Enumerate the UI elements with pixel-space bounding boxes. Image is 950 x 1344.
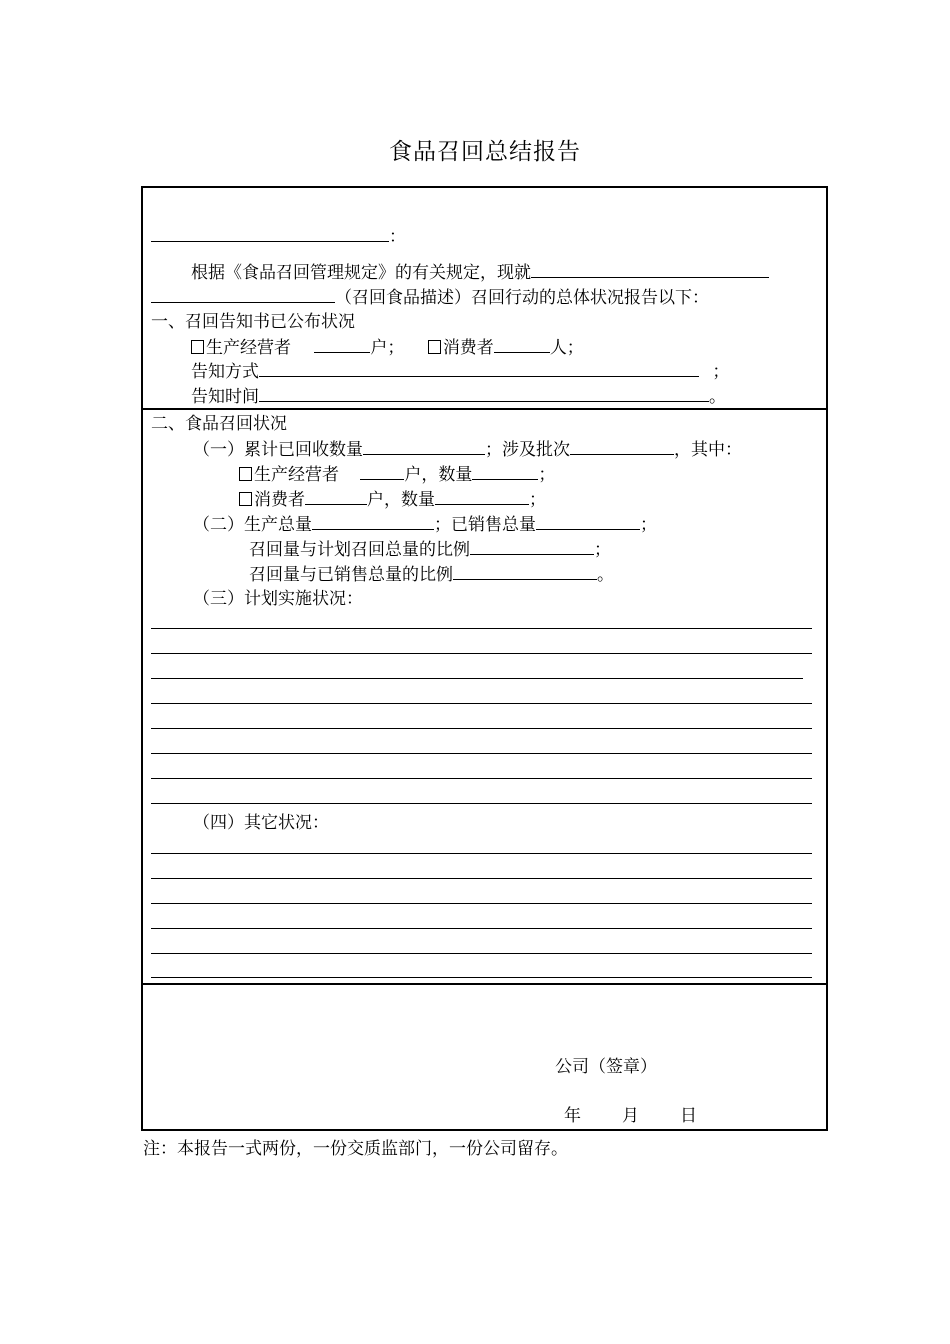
writing-line[interactable] xyxy=(151,903,812,904)
document-title: 食品召回总结报告 xyxy=(389,139,581,165)
addressee-line: ： xyxy=(151,226,406,247)
intro-line-2: （召回食品描述）召回行动的总体状况报告以下： xyxy=(151,287,709,308)
writing-line[interactable] xyxy=(151,628,812,629)
production-total-field[interactable] xyxy=(312,514,434,530)
producer-checkbox[interactable] xyxy=(191,340,204,354)
sold-total-field[interactable] xyxy=(536,514,640,530)
recovered-quantity-line: （一）累计已回收数量 ；涉及批次 ，其中： xyxy=(193,440,742,460)
consumer-count-field[interactable] xyxy=(494,337,550,353)
year-label: 年 xyxy=(564,1106,581,1126)
consumer-quantity-field[interactable] xyxy=(435,489,529,505)
producer-quantity-field[interactable] xyxy=(472,464,538,480)
producer-count-field[interactable] xyxy=(314,337,370,353)
food-description-field-continued[interactable] xyxy=(151,287,335,303)
consumer-checkbox[interactable] xyxy=(428,340,441,354)
addressee-field[interactable] xyxy=(151,226,389,242)
company-seal-label: 公司（签章） xyxy=(555,1057,657,1077)
other-status-label: （四）其它状况： xyxy=(193,813,329,833)
notice-method-field[interactable] xyxy=(259,361,699,377)
writing-line[interactable] xyxy=(151,803,812,804)
notice-time-line: 告知时间 。 xyxy=(191,387,726,407)
writing-line[interactable] xyxy=(151,878,812,879)
section2-heading: 二、食品召回状况 xyxy=(151,414,287,434)
plan-implementation-label: （三）计划实施状况： xyxy=(193,589,363,609)
section-divider xyxy=(143,408,826,410)
producer-quantity-line: 生产经营者 户，数量 ； xyxy=(239,464,555,485)
day-label: 日 xyxy=(680,1106,697,1126)
writing-line[interactable] xyxy=(151,778,812,779)
producer-households-field[interactable] xyxy=(360,464,404,480)
batches-field[interactable] xyxy=(570,439,674,455)
writing-line[interactable] xyxy=(151,753,812,754)
notice-time-field[interactable] xyxy=(259,386,709,402)
section-divider xyxy=(143,983,826,985)
ratio-planned-field[interactable] xyxy=(470,539,594,555)
ratio-planned-line: 召回量与计划召回总量的比例 ； xyxy=(249,540,611,560)
producer-checkbox-2[interactable] xyxy=(239,467,252,481)
writing-line[interactable] xyxy=(151,678,803,679)
writing-line[interactable] xyxy=(151,853,812,854)
ratio-sold-field[interactable] xyxy=(453,564,597,580)
writing-line[interactable] xyxy=(151,653,812,654)
consumer-households-field[interactable] xyxy=(305,489,367,505)
ratio-sold-line: 召回量与已销售总量的比例 。 xyxy=(249,565,614,585)
section1-counts-line: 生产经营者 户； 消费者 人； xyxy=(191,337,584,358)
writing-line[interactable] xyxy=(151,728,812,729)
notice-method-line: 告知方式 ； xyxy=(191,362,730,382)
food-description-field[interactable] xyxy=(531,262,769,278)
consumer-checkbox-2[interactable] xyxy=(239,492,252,506)
writing-line[interactable] xyxy=(151,703,812,704)
writing-line[interactable] xyxy=(151,928,812,929)
section1-heading: 一、召回告知书已公布状况 xyxy=(151,312,355,332)
report-form xyxy=(141,186,828,1131)
intro-line-1: 根据《食品召回管理规定》的有关规定，现就 xyxy=(191,262,769,283)
writing-line[interactable] xyxy=(151,953,812,954)
month-label: 月 xyxy=(622,1106,639,1126)
writing-line[interactable] xyxy=(151,977,812,978)
recovered-quantity-field[interactable] xyxy=(363,439,485,455)
footnote: 注：本报告一式两份，一份交质监部门，一份公司留存。 xyxy=(143,1139,568,1159)
consumer-quantity-line: 消费者 户，数量 ； xyxy=(239,489,546,510)
production-total-line: （二）生产总量 ；已销售总量 ； xyxy=(193,515,657,535)
